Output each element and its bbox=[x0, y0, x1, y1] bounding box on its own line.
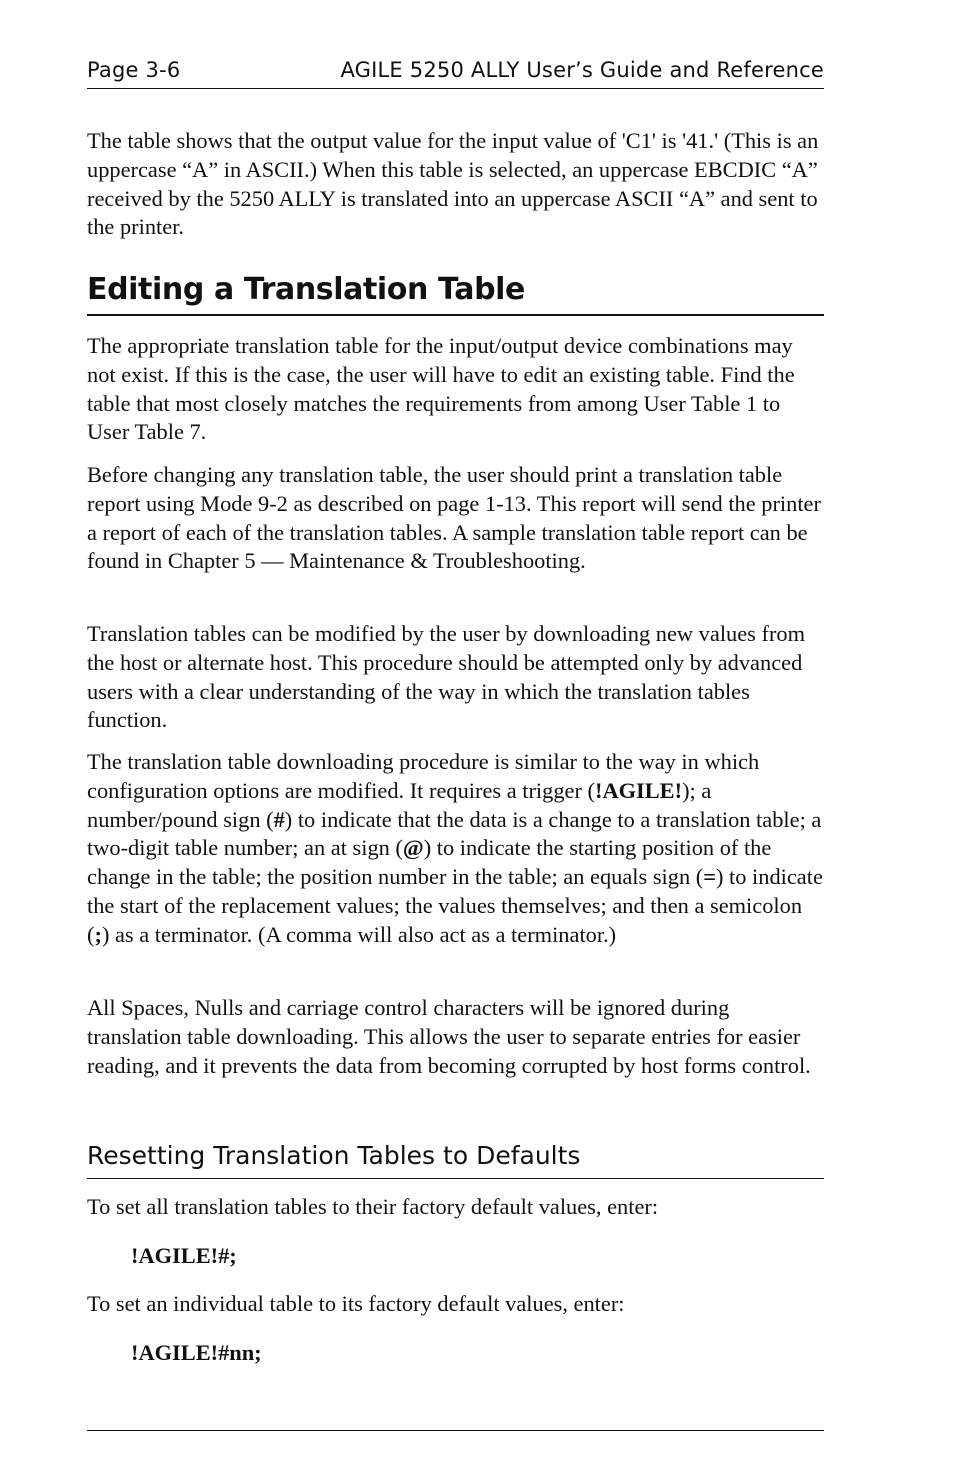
document-page bbox=[87, 0, 824, 1475]
procedure-text-6: ) as a terminator. (A comma will also act as a terminator.) bbox=[101, 921, 617, 947]
section-heading: Editing a Translation Table bbox=[87, 270, 824, 316]
semicolon-sign: ; bbox=[94, 921, 102, 947]
procedure-text-5: ) to indicate the start of the replacement values; the values themselves; and then a semicolon ( bbox=[87, 864, 823, 947]
procedure-text-1: The translation table downloading procedure is similar to the way in which configuration options are modified. It requires a trigger ( bbox=[87, 749, 760, 803]
reset-single-instruction: To set an individual table to its factory default values, enter: bbox=[87, 1291, 625, 1316]
footer-rule bbox=[87, 1430, 824, 1431]
section-paragraph-2: Before changing any translation table, the user should print a translation table report using Mode 9-2 as described on page 1-13. This report will send the printer a report of each of the translation tables. A sample translation table report can be found in Chapter 5 — Maintenance & Troubleshooting. bbox=[87, 462, 821, 574]
section-paragraph-1: The appropriate translation table for the input/output device combinations may not exist. If this is the case, the user will have to edit an existing table. Find the table that most closely matches the requirements from among User Table 1 to User Table 7. bbox=[87, 333, 795, 445]
procedure-paragraph bbox=[87, 748, 824, 950]
page-header bbox=[87, 58, 824, 89]
reset-all-instruction: To set all translation tables to their factory default values, enter: bbox=[87, 1194, 659, 1219]
trigger-code: !AGILE! bbox=[594, 777, 683, 803]
procedure-text-4: ) to indicate the starting position of the change in the table; the position number in the table; an equals sign ( bbox=[87, 835, 772, 890]
procedure-text-2: ); a number/pound sign ( bbox=[87, 777, 712, 832]
equals-sign: = bbox=[703, 864, 716, 890]
at-sign: @ bbox=[402, 835, 424, 861]
intro-paragraph: The table shows that the output value for the input value of 'C1' is '41.' (This is an uppercase “A” in ASCII.) When this table is selected, an uppercase EBCDIC “A” received by the 5250 ALLY is translated into an uppercase ASCII “A” and sent to the printer. bbox=[87, 128, 819, 240]
page-number: Page 3-6 bbox=[87, 58, 181, 82]
pound-sign: # bbox=[273, 806, 285, 832]
subsection-heading: Resetting Translation Tables to Defaults bbox=[87, 1140, 824, 1179]
document-title: AGILE 5250 ALLY User’s Guide and Reference bbox=[340, 58, 824, 82]
section-paragraph-3: Translation tables can be modified by the user by downloading new values from the host or alternate host. This procedure should be attempted only by advanced users with a clear understanding of the way in which the translation tables function. bbox=[87, 621, 806, 733]
procedure-text-3: ) to indicate that the data is a change to a translation table; a two-digit table number; an at sign ( bbox=[87, 806, 822, 861]
reset-single-command: !AGILE!#nn; bbox=[131, 1340, 262, 1365]
reset-all-command: !AGILE!#; bbox=[131, 1243, 237, 1268]
closing-paragraph: All Spaces, Nulls and carriage control characters will be ignored during translation table downloading. This allows the user to separate entries for easier reading, and it prevents the data from becoming corrupted by host forms control. bbox=[87, 995, 811, 1078]
